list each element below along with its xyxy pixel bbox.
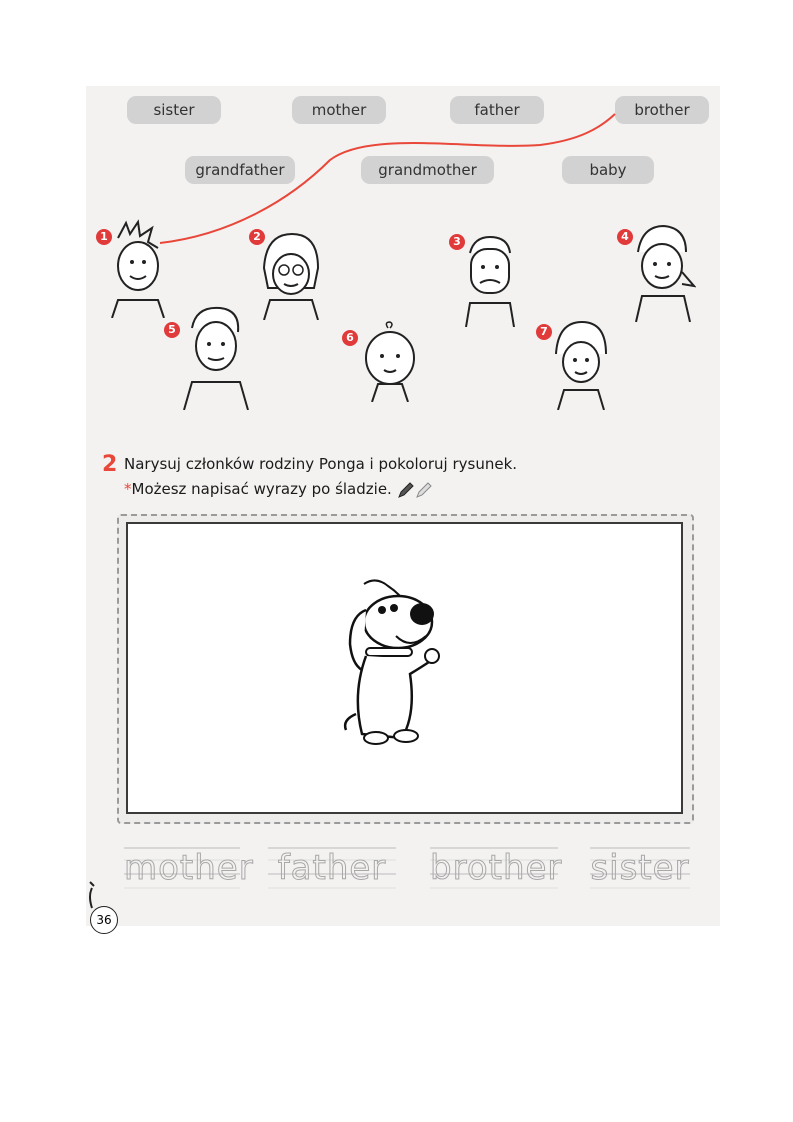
number-badge-3: 3 <box>449 234 465 250</box>
word-pill-grandfather[interactable]: grandfather <box>185 156 295 184</box>
word-pill-brother[interactable]: brother <box>615 96 709 124</box>
word-pill-sister[interactable]: sister <box>127 96 221 124</box>
number-badge-5: 5 <box>164 322 180 338</box>
number-badge-2: 2 <box>249 229 265 245</box>
person-sister-illustration <box>628 222 696 322</box>
number-badge-6: 6 <box>342 330 358 346</box>
word-pill-mother[interactable]: mother <box>292 96 386 124</box>
page-number: 36 <box>90 906 118 934</box>
exercise-hint: Możesz napisać wyrazy po śladzie. <box>131 480 392 498</box>
person-grandmother-illustration <box>256 228 326 320</box>
number-badge-4: 4 <box>617 229 633 245</box>
person-mother-illustration <box>548 318 614 410</box>
person-brother-illustration <box>108 218 168 318</box>
trace-word-brother[interactable] <box>430 844 563 890</box>
trace-word-text: father <box>277 848 387 888</box>
word-pill-baby[interactable]: baby <box>562 156 654 184</box>
person-father-illustration <box>180 302 252 410</box>
word-pill-grandmother[interactable]: grandmother <box>361 156 494 184</box>
hint-star: * <box>124 480 132 498</box>
number-badge-1: 1 <box>96 229 112 245</box>
trace-word-mother[interactable] <box>124 844 254 890</box>
person-baby-illustration <box>358 318 422 402</box>
pencil-icon <box>397 481 415 499</box>
trace-word-text: brother <box>430 848 563 888</box>
crayon-icon <box>415 481 433 499</box>
exercise-hint-line <box>124 480 433 499</box>
page-corner-curl-icon <box>86 880 100 910</box>
trace-word-text: mother <box>124 848 254 888</box>
exercise-number: 2 <box>102 452 118 477</box>
trace-word-father[interactable] <box>268 844 396 890</box>
number-badge-7: 7 <box>536 324 552 340</box>
dog-pong-illustration <box>336 574 446 746</box>
exercise-instruction: Narysuj członków rodziny Ponga i pokoloruj rysunek. <box>124 455 518 473</box>
trace-word-text: sister <box>590 848 690 888</box>
person-grandfather-illustration <box>460 233 520 327</box>
word-pill-father[interactable]: father <box>450 96 544 124</box>
trace-word-sister[interactable] <box>590 844 690 890</box>
